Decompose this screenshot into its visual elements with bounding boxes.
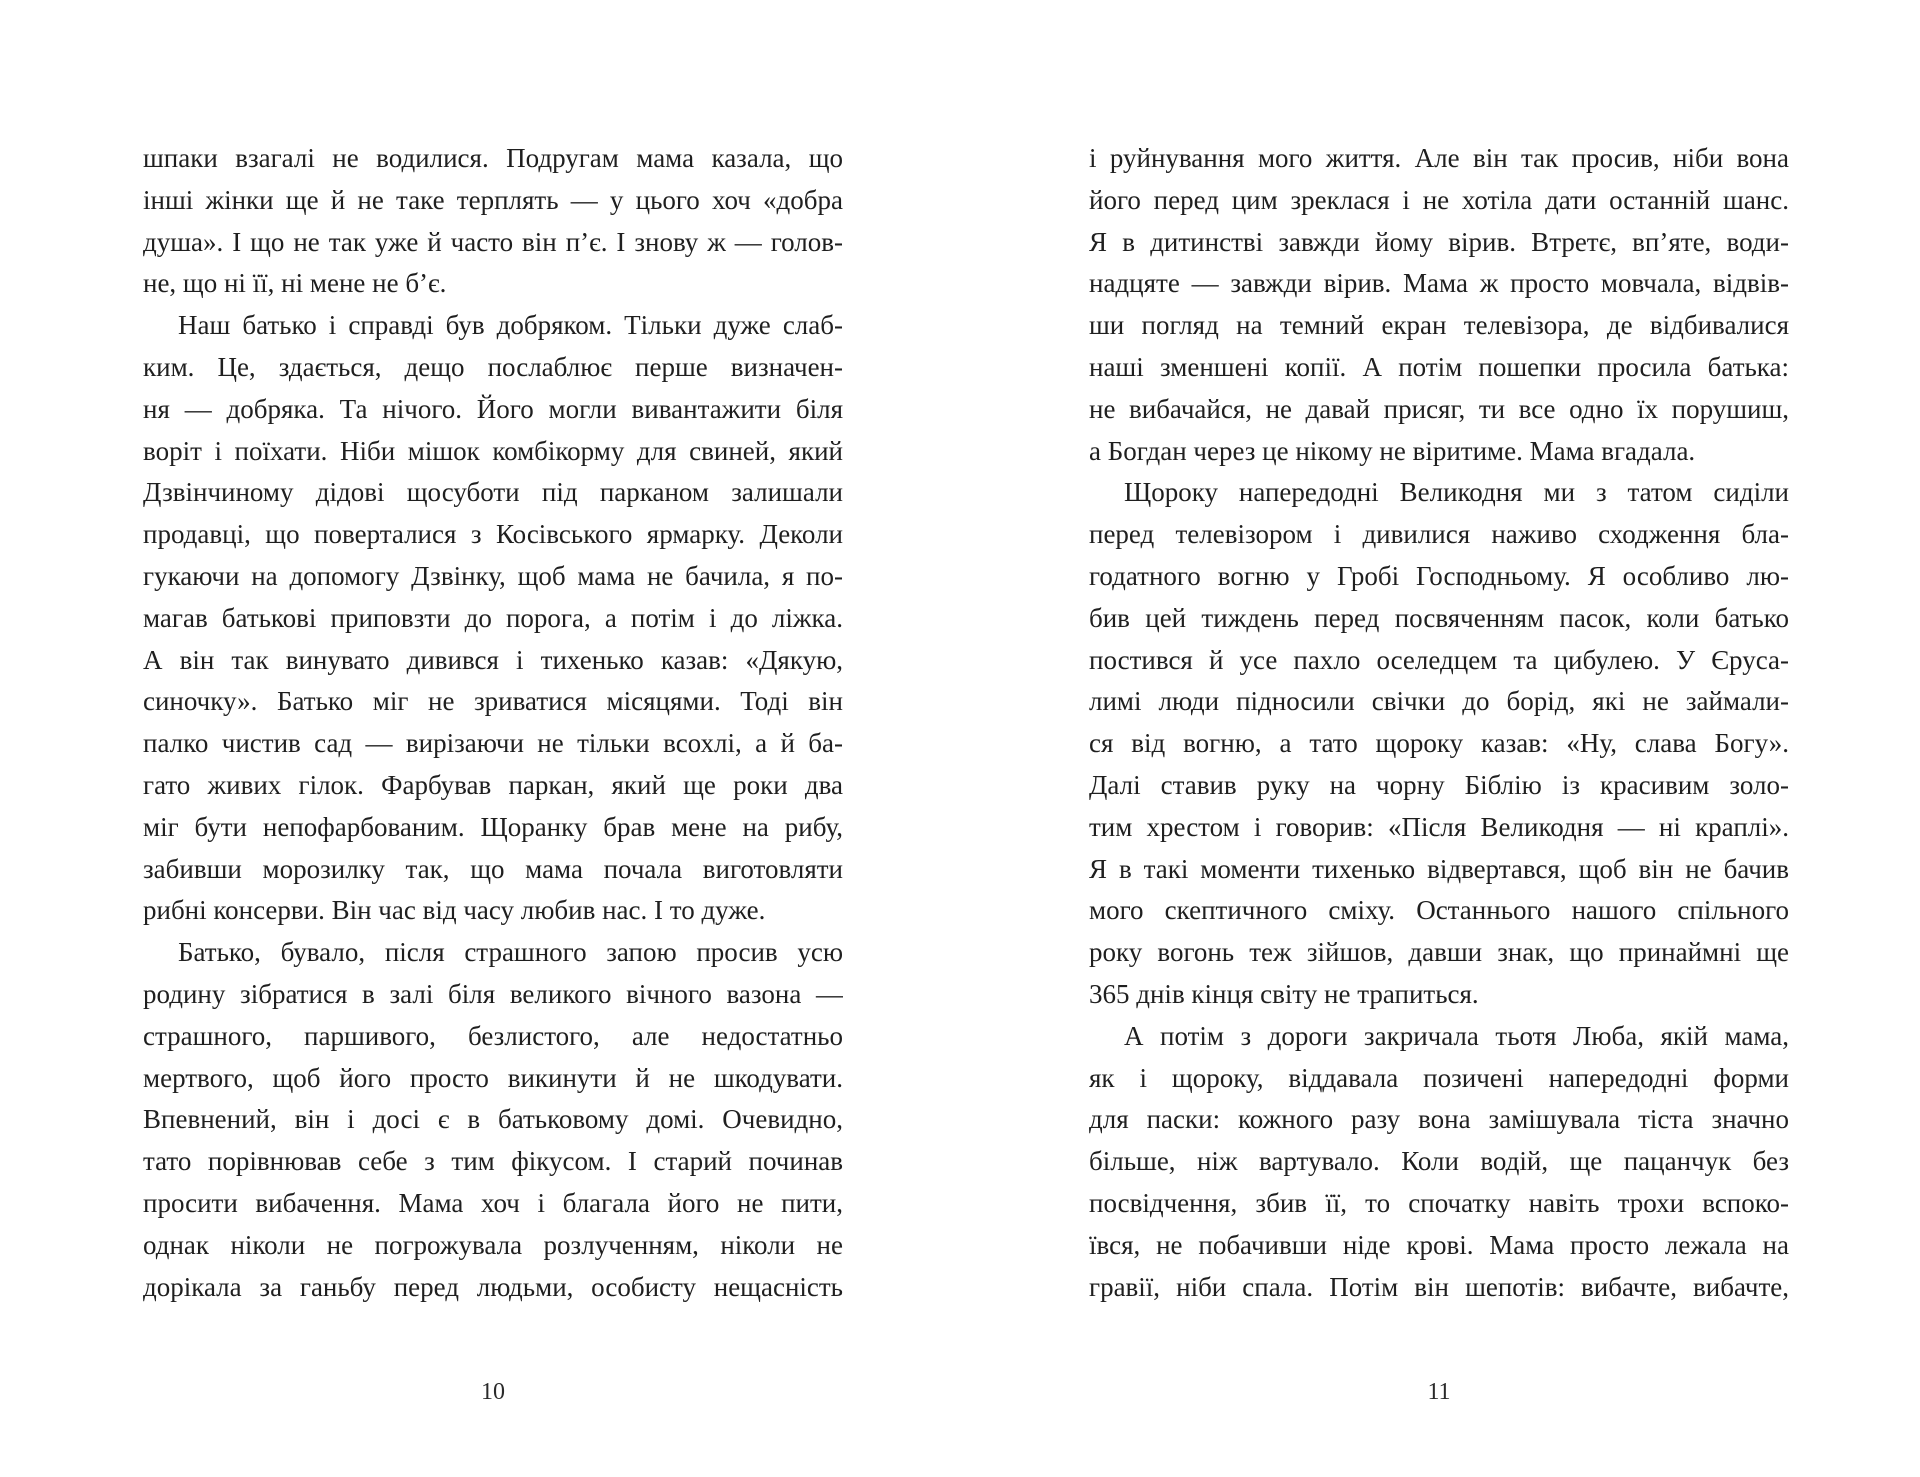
text-line: Батько, бувало, після страшного запою просив усю (178, 937, 843, 968)
text-line: ши погляд на темний екран телевізора, де відбивалися (1089, 310, 1789, 341)
text-line: Я в дитинстві завжди йому вірив. Втретє, вп’яте, води- (1089, 226, 1789, 257)
text-line: синочку». Батько міг не зриватися місяцями. Тоді він (143, 686, 843, 717)
text-line: Далі ставив руку на чорну Біблію із красивим золо- (1089, 769, 1789, 800)
text-line: не, що ні її, ні мене не б’є. (143, 268, 447, 299)
text-line: наші зменшені копії. А потім пошепки просила батька: (1089, 351, 1789, 382)
text-line: ким. Це, здається, дещо послаблює перше визначен- (143, 351, 843, 382)
text-line: надцяте — завжди вірив. Мама ж просто мовчала, відвів- (1089, 268, 1789, 299)
text-line: а Богдан через це нікому не віритиме. Мама вгадала. (1089, 435, 1696, 466)
text-line: продавці, що поверталися з Косівського ярмарку. Деколи (143, 519, 843, 550)
text-line: душа». І що не так уже й часто він п’є. І знову ж — голов- (143, 226, 843, 257)
page-number-left: 10 (481, 1379, 505, 1405)
text-line: рибні консерви. Він час від часу любив нас. І то дуже. (143, 895, 766, 926)
text-line: його перед цим зреклася і не хотіла дати останній шанс. (1089, 184, 1789, 215)
text-line: року вогонь теж зійшов, давши знак, що принаймні ще (1089, 937, 1789, 968)
text-line: для паски: кожного разу вона замішувала тіста значно (1089, 1104, 1789, 1135)
text-line: Наш батько і справді був добряком. Тільки дуже слаб- (178, 310, 843, 341)
text-line: Я в такі моменти тихенько відвертався, щоб він не бачив (1089, 853, 1789, 884)
text-line: Щороку напередодні Великодня ми з татом сиділи (1124, 477, 1789, 508)
text-line: забивши морозилку так, що мама почала виготовляти (143, 853, 843, 884)
text-line: ня — добряка. Та нічого. Його могли вивантажити біля (143, 393, 843, 424)
page-number-right: 11 (1427, 1379, 1451, 1405)
text-line: інші жінки ще й не таке терплять — у цього хоч «добра (143, 184, 843, 215)
text-line: мертвого, щоб його просто викинути й не шкодувати. (143, 1062, 843, 1093)
text-line: постився й усе пахло оселедцем та цибулею. У Єруса- (1089, 644, 1789, 675)
text-line: бив цей тиждень перед посвяченням пасок, коли батько (1089, 602, 1789, 633)
text-line: не вибачайся, не давай присяг, ти все одно їх порушиш, (1089, 393, 1789, 424)
text-line: тато порівнював себе з тим фікусом. І старий починав (143, 1146, 843, 1177)
text-line: перед телевізором і дивилися наживо сходження бла- (1089, 519, 1789, 550)
text-line: ївся, не побачивши ніде крові. Мама просто лежала на (1089, 1229, 1789, 1260)
text-line: просити вибачення. Мама хоч і благала його не пити, (143, 1187, 843, 1218)
text-line: Дзвінчиному дідові щосуботи під парканом залишали (143, 477, 843, 508)
text-line: гато живих гілок. Фарбував паркан, який ще роки два (143, 769, 843, 800)
text-line: 365 днів кінця світу не трапиться. (1089, 978, 1479, 1009)
text-line: як і щороку, віддавала позичені напередодні форми (1089, 1062, 1789, 1093)
text-line: гукаючи на допомогу Дзвінку, щоб мама не бачила, я по- (143, 560, 843, 591)
text-line: однак ніколи не погрожувала розлученням, ніколи не (143, 1229, 843, 1260)
text-line: А потім з дороги закричала тьотя Люба, якій мама, (1124, 1020, 1789, 1051)
text-line: лимі люди підносили свічки до борід, які не займали- (1089, 686, 1789, 717)
text-line: магав батькові приповзти до порога, а потім і до ліжка. (143, 602, 843, 633)
text-line: мого скептичного сміху. Останнього нашого спільного (1089, 895, 1789, 926)
text-line: посвідчення, збив її, то спочатку навіть трохи вспоко- (1089, 1187, 1789, 1218)
text-line: гравії, ніби спала. Потім він шепотів: вибачте, вибачте, (1089, 1271, 1789, 1302)
text-line: палко чистив сад — вирізаючи не тільки всохлі, а й ба- (143, 728, 843, 759)
text-line: страшного, паршивого, безлистого, але недостатньо (143, 1020, 843, 1051)
left-page-text (143, 138, 843, 1308)
text-line: і руйнування мого життя. Але він так просив, ніби вона (1089, 143, 1789, 173)
text-line: Впевнений, він і досі є в батьковому домі. Очевидно, (143, 1104, 843, 1135)
text-line: родину зібратися в залі біля великого вічного вазона — (143, 978, 843, 1009)
text-line: ся від вогню, а тато щороку казав: «Ну, слава Богу». (1089, 728, 1789, 759)
text-line: дорікала за ганьбу перед людьми, особисту нещасність (143, 1271, 843, 1302)
text-line: тим хрестом і говорив: «Після Великодня — ні краплі». (1089, 811, 1789, 842)
text-line: воріт і поїхати. Ніби мішок комбікорму для свиней, який (143, 435, 843, 466)
text-line: більше, ніж вартувало. Коли водій, ще пацанчук без (1089, 1146, 1789, 1177)
right-page-text (1089, 138, 1789, 1308)
text-line: годатного вогню у Гробі Господньому. Я особливо лю- (1089, 560, 1789, 591)
text-line: шпаки взагалі не водилися. Подругам мама казала, що (143, 143, 843, 173)
text-line: міг бути непофарбованим. Щоранку брав мене на рибу, (143, 811, 843, 842)
text-line: А він так винувато дивився і тихенько казав: «Дякую, (143, 644, 843, 675)
